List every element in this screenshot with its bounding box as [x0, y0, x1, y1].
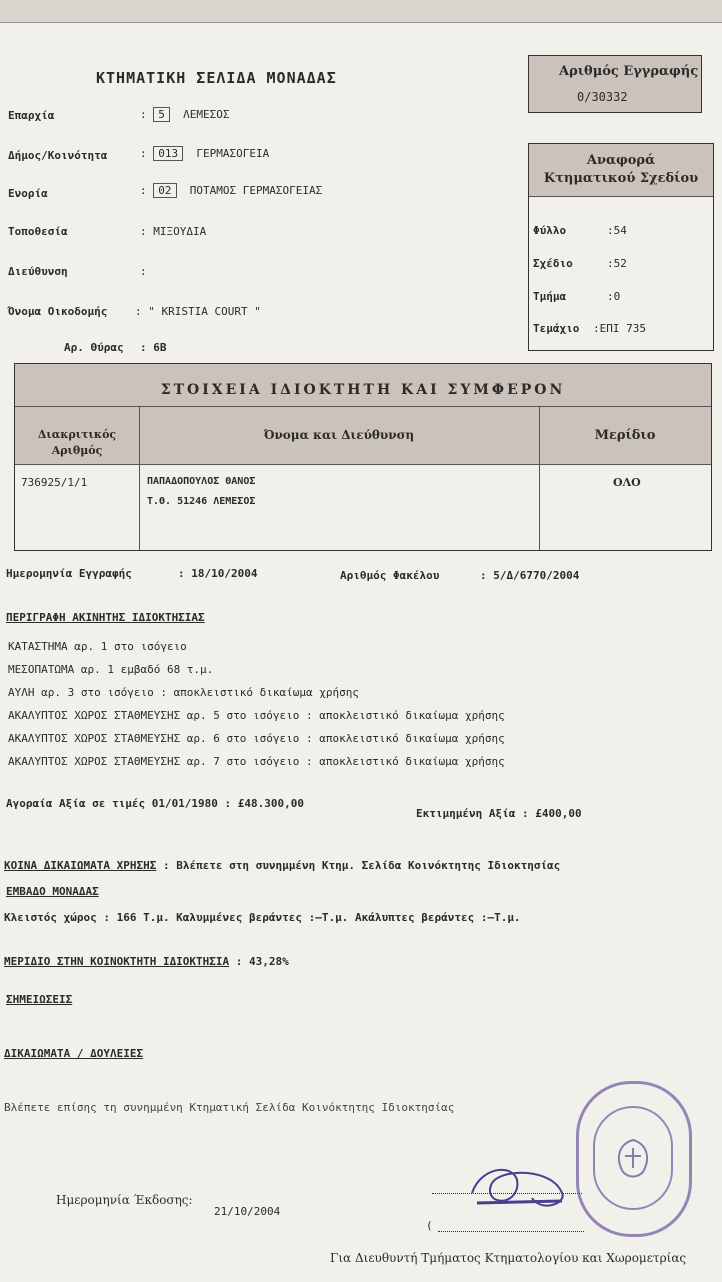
- cadastral-header: [529, 144, 713, 197]
- plan-label: Σχέδιο: [533, 257, 573, 270]
- section-value: :0: [607, 290, 621, 303]
- description-list: [8, 635, 505, 773]
- estimated-value: Εκτιμημένη Αξία : £400,00: [416, 807, 582, 820]
- owner-table-divider-2: [15, 464, 711, 465]
- section-label: Τμήμα: [533, 290, 567, 303]
- description-line: ΑΚΑΛΥΠΤΟΣ ΧΩΡΟΣ ΣΤΑΘΜΕΥΣΗΣ αρ. 7 στο ισόγειο : αποκλειστικό δικαίωμα χρήσης: [8, 755, 505, 768]
- col-share-header: Μερίδιο: [594, 428, 656, 443]
- col-id-line1: Διακριτικός: [37, 428, 117, 441]
- address-value: :: [140, 265, 147, 278]
- description-line: ΑΚΑΛΥΠΤΟΣ ΧΩΡΟΣ ΣΤΑΘΜΕΥΣΗΣ αρ. 5 στο ισόγειο : αποκλειστικό δικαίωμα χρήσης: [8, 709, 505, 722]
- see-also-text: Βλέπετε επίσης τη συνημμένη Κτηματική Σελίδα Κοινόκτητης Ιδιοκτησίας: [4, 1101, 455, 1114]
- parish-field: : 02 ΠΟΤΑΜΟΣ ΓΕΡΜΑΣΟΓΕΙΑΣ: [140, 184, 323, 197]
- owner-table: [14, 363, 712, 551]
- share: [4, 955, 289, 968]
- signature-scribble: [462, 1143, 582, 1223]
- rights-heading: ΔΙΚΑΙΩΜΑΤΑ / ΔΟΥΛΕΙΕΣ: [4, 1047, 144, 1060]
- parish-name: ΠΟΤΑΜΟΣ ΓΕΡΜΑΣΟΓΕΙΑΣ: [189, 184, 323, 197]
- common-rights-text: : Βλέπετε στη συνημμένη Κτημ. Σελίδα Κοινόκτητης Ιδιοκτησίας: [162, 859, 561, 872]
- registration-date-label: Ημερομηνία Εγγραφής: [6, 567, 132, 580]
- owner-table-divider-1: [15, 406, 711, 407]
- file-label: Αριθμός Φακέλου: [340, 569, 440, 582]
- cadastral-title: Αναφορά Κτηματικού Σχεδίου: [543, 153, 699, 186]
- locality-label: Τοποθεσία: [8, 225, 68, 238]
- share-heading: ΜΕΡΙΔΙΟ ΣΤΗΝ ΚΟΙΝΟΚΤΗΤΗ ΙΔΙΟΚΤΗΣΙΑ: [4, 955, 230, 968]
- document-title: ΚΤΗΜΑΤΙΚΗ ΣΕΛΙΔΑ ΜΟΝΑΔΑΣ: [96, 69, 337, 87]
- description-heading: ΠΕΡΙΓΡΑΦΗ ΑΚΙΝΗΤΗΣ ΙΔΙΟΚΤΗΣΙΑΣ: [6, 611, 205, 624]
- registration-number: 0/30332: [577, 90, 628, 104]
- sheet-label: Φύλλο: [533, 224, 567, 237]
- address-label: Διεύθυνση: [8, 265, 68, 278]
- registration-label: Αριθμός Εγγραφής: [559, 64, 699, 79]
- parish-code: 02: [153, 183, 176, 198]
- door-value: : 6Β: [140, 341, 167, 354]
- sheet-value: :54: [607, 224, 627, 237]
- parish-label: Ενορία: [8, 187, 48, 200]
- notes-heading: ΣΗΜΕΙΩΣΕΙΣ: [6, 993, 73, 1006]
- plot-label: Τεμάχιο: [533, 322, 580, 335]
- municipality-name: ΓΕΡΜΑΣΟΓΕΙΑ: [196, 147, 270, 160]
- row-id: 736925/1/1: [21, 476, 88, 489]
- locality-value: : ΜΙΞΟΥΔΙΑ: [140, 225, 207, 238]
- col-name-header: Όνομα και Διεύθυνση: [263, 428, 415, 442]
- door-label: Αρ. Θύρας: [64, 341, 124, 354]
- district-label: Επαρχία: [8, 109, 55, 122]
- description-line: ΜΕΣΟΠΑΤΩΜΑ αρ. 1 εμβαδό 68 τ.μ.: [8, 663, 214, 676]
- file-value: : 5/Δ/6770/2004: [480, 569, 580, 582]
- registration-date: : 18/10/2004: [178, 567, 258, 580]
- signature-line-2: [438, 1231, 584, 1232]
- col-id-line2: Αριθμός: [51, 444, 103, 457]
- share-value: : 43,28%: [235, 955, 289, 968]
- district-code: 5: [153, 107, 170, 122]
- area-heading: ΕΜΒΑΔΟ ΜΟΝΑΔΑΣ: [6, 885, 99, 898]
- plot-value: :ΕΠΙ 735: [593, 322, 646, 335]
- row-name: ΠΑΠΑΔΟΠΟΥΛΟΣ ΘΑΝΟΣ: [147, 476, 256, 487]
- official-stamp: [576, 1081, 692, 1237]
- building-value: : " KRISTIA COURT ": [135, 305, 261, 318]
- plan-value: :52: [607, 257, 627, 270]
- municipality-label: Δήμος/Κοινότητα: [8, 149, 108, 162]
- description-line: ΑΥΛΗ αρ. 3 στο ισόγειο : αποκλειστικό δικαίωμα χρήσης: [8, 686, 359, 699]
- municipality-field: : 013 ΓΕΡΜΑΣΟΓΕΙΑ: [140, 147, 270, 160]
- common-rights: [4, 859, 560, 872]
- owner-table-title: ΣΤΟΙΧΕΙΑ ΙΔΙΟΚΤΗΤΗ ΚΑΙ ΣΥΜΦΕΡΟΝ: [160, 382, 566, 398]
- description-line: ΑΚΑΛΥΠΤΟΣ ΧΩΡΟΣ ΣΤΑΘΜΕΥΣΗΣ αρ. 6 στο ισόγειο : αποκλειστικό δικαίωμα χρήσης: [8, 732, 505, 745]
- district-name: ΛΕΜΕΣΟΣ: [183, 108, 230, 121]
- row-address: Τ.Θ. 51246 ΛΕΜΕΣΟΣ: [147, 496, 256, 507]
- cadastral-reference-box: [528, 143, 714, 351]
- document-page: [0, 22, 722, 1282]
- issue-date-label: Ημερομηνία Έκδοσης:: [56, 1193, 193, 1207]
- market-value: Αγοραία Αξία σε τιμές 01/01/1980 : £48.300,00: [6, 797, 305, 810]
- registration-box: [528, 55, 702, 113]
- issue-date: 21/10/2004: [214, 1205, 281, 1218]
- row-share: ΟΛΟ: [613, 476, 641, 489]
- common-rights-heading: ΚΟΙΝΑ ΔΙΚΑΙΩΜΑΤΑ ΧΡΗΣΗΣ: [4, 859, 157, 872]
- building-label: Όνομα Οικοδομής: [8, 305, 108, 318]
- cyprus-emblem-icon: [613, 1136, 653, 1180]
- signature-paren: (: [426, 1219, 433, 1232]
- footer-text: Για Διευθυντή Τμήματος Κτηματολογίου και Χωρομετρίας: [330, 1251, 687, 1265]
- district-field: : 5 ΛΕΜΕΣΟΣ: [140, 108, 230, 121]
- area-text: Κλειστός χώρος : 166 Τ.μ. Καλυμμένες βεράντες :—Τ.μ. Ακάλυπτες βεράντες :—Τ.μ.: [4, 911, 521, 924]
- municipality-code: 013: [153, 146, 183, 161]
- description-line: ΚΑΤΑΣΤΗΜΑ αρ. 1 στο ισόγειο: [8, 640, 187, 653]
